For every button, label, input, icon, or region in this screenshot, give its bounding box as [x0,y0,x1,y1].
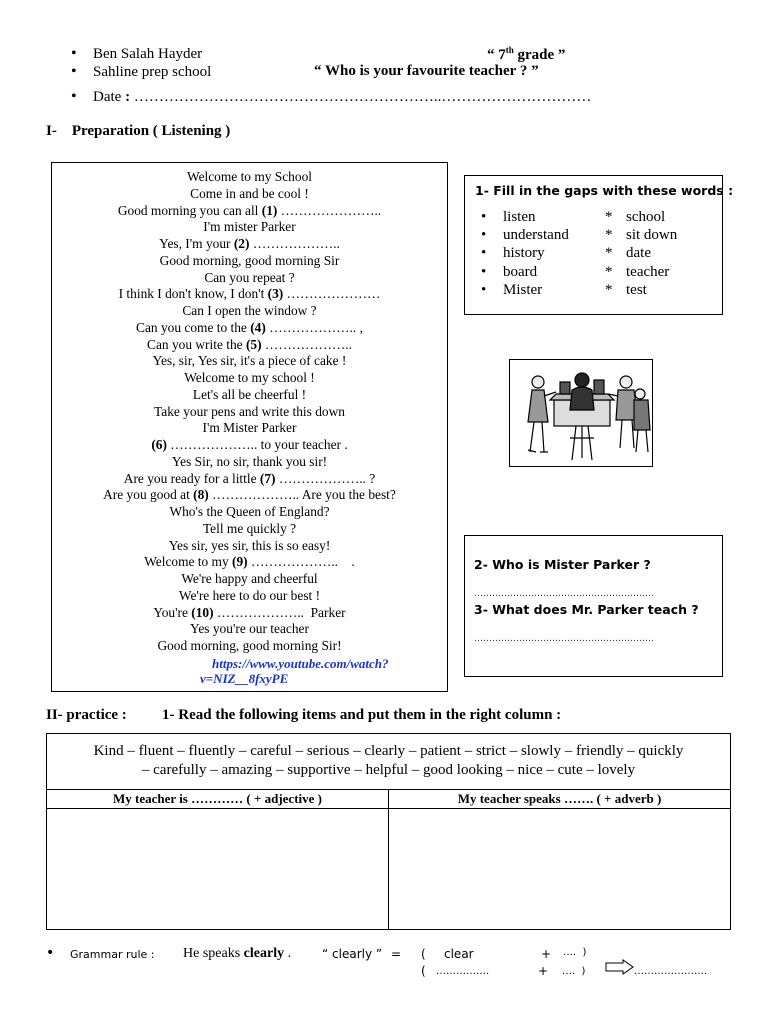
fill-gaps-box [464,175,734,315]
song-lyrics-box [51,162,448,692]
song-line: Can you write the (5) ……………….. [147,336,352,352]
grammar-example: He speaks clearly . [183,946,292,961]
classroom-illustration [509,359,653,467]
grammar-rule-label: Grammar rule : [70,948,155,961]
word-list-box [46,733,731,790]
song-line: Yes sir, yes sir, this is so easy! [168,537,331,553]
song-line: I'm Mister Parker [202,420,297,436]
adjective-column-answer[interactable] [47,809,389,930]
song-line: Tell me quickly ? [202,520,297,536]
question-3: 3- What does Mr. Parker teach ? [474,602,699,617]
adjective-column-header: My teacher is ………… ( + adjective ) [47,790,389,809]
adverb-column-header: My teacher speaks ……. ( + adverb ) [389,790,731,809]
school-name: • Sahline prep school [93,63,211,81]
word-bank-row: • Mister * test [481,281,647,298]
song-line: Are you good at (8) ……………….. Are you the best? [103,487,396,503]
song-line: Yes, sir, Yes sir, it's a piece of cake ! [152,353,347,369]
song-line: Let's all be cheerful ! [192,386,307,402]
grade-label: “ 7th grade ” [487,45,566,63]
song-line: (6) ……………….. to your teacher . [151,437,348,452]
section-2-instruction: 1- Read the following items and put them in the right column : [162,707,562,723]
adverb-column-answer[interactable] [389,809,731,930]
song-link-continued[interactable]: v=NIZ__8fxyPE [200,671,289,686]
arrow-right-icon [605,959,635,975]
word-bank-row: • understand * sit down [481,227,678,244]
section-1-title: I- Preparation ( Listening ) [46,123,231,139]
grammar-bullet: • [46,945,55,961]
formula-blank-1[interactable]: …. ) [563,947,587,958]
formula-open-2: ( [421,964,426,978]
sorting-table [46,789,731,930]
student-name: • Ben Salah Hayder [93,45,202,63]
word-bank-row: • history * date [481,245,651,262]
worksheet-title: “ Who is your favourite teacher ? ” [314,63,539,79]
formula-open-1: ( [421,947,426,961]
grammar-quote: “ clearly ” [322,947,383,961]
song-line: I think I don't know, I don't (3) ………………… [118,286,381,302]
section-2-title: II- practice : [46,707,127,723]
date-line: • Date : ……………………………………………………..………………………… [93,88,591,106]
question-2: 2- Who is Mister Parker ? [474,557,651,572]
word-bank [481,208,711,299]
song-line: Who's the Queen of England? [169,504,330,519]
song-line: Can you repeat ? [204,269,295,285]
song-line: Yes, I'm your (2) ……………….. [159,236,340,251]
song-line: Can you come to the (4) ……………….. , [136,319,363,335]
formula-result-blank[interactable]: …………………. [634,966,708,977]
word-list-line-2: – carefully – amazing – supportive – helpful – good looking – nice – cute – lovely [141,762,636,778]
word-bank-row: • listen * school [481,209,666,225]
question-3-answer-line[interactable]: …………………………………………………… [474,634,654,644]
word-list-line-1: Kind – fluent – fluently – careful – serious – clearly – patient – strict – slowly – friendly – quickly [93,743,684,759]
teacher-drawing-icon [510,360,652,466]
song-line: I'm mister Parker [203,219,296,235]
song-line: Good morning you can all (1) ………………….. [117,202,382,218]
grammar-equals: = [391,947,402,961]
song-line: Welcome to my school ! [184,370,315,385]
formula-plus-2: + [538,964,549,978]
formula-word-1: clear [444,947,474,961]
song-lines [52,169,447,655]
formula-plus-1: + [541,947,552,961]
song-line: Welcome to my School [187,169,312,184]
word-bank-row: • board * teacher [481,263,670,280]
formula-blank-2[interactable]: …. ) [562,966,586,977]
song-line: Yes Sir, no sir, thank you sir! [171,453,328,469]
fill-gaps-title: 1- Fill in the gaps with these words : [475,183,734,198]
song-line: Come in and be cool ! [190,185,309,201]
formula-blank-word[interactable]: ……………. [436,966,490,977]
song-line: Welcome to my (9) ……………….. . [144,554,355,570]
question-2-answer-line[interactable]: …………………………………………………… [474,589,654,599]
questions-box [464,535,723,677]
song-line: Good morning, good morning Sir [159,252,340,268]
song-line: Are you ready for a little (7) ……………….. ? [123,470,376,486]
song-line: Yes you're our teacher [190,621,309,637]
song-link[interactable]: https://www.youtube.com/watch? [212,656,389,671]
song-line: Can I open the window ? [182,303,317,318]
song-line: We're happy and cheerful [181,571,318,586]
song-line: Good morning, good morning Sir! [157,638,342,653]
song-line: You're (10) ……………….. Parker [153,604,346,620]
song-line: Take your pens and write this down [154,403,345,419]
song-line: We're here to do our best ! [178,587,321,603]
